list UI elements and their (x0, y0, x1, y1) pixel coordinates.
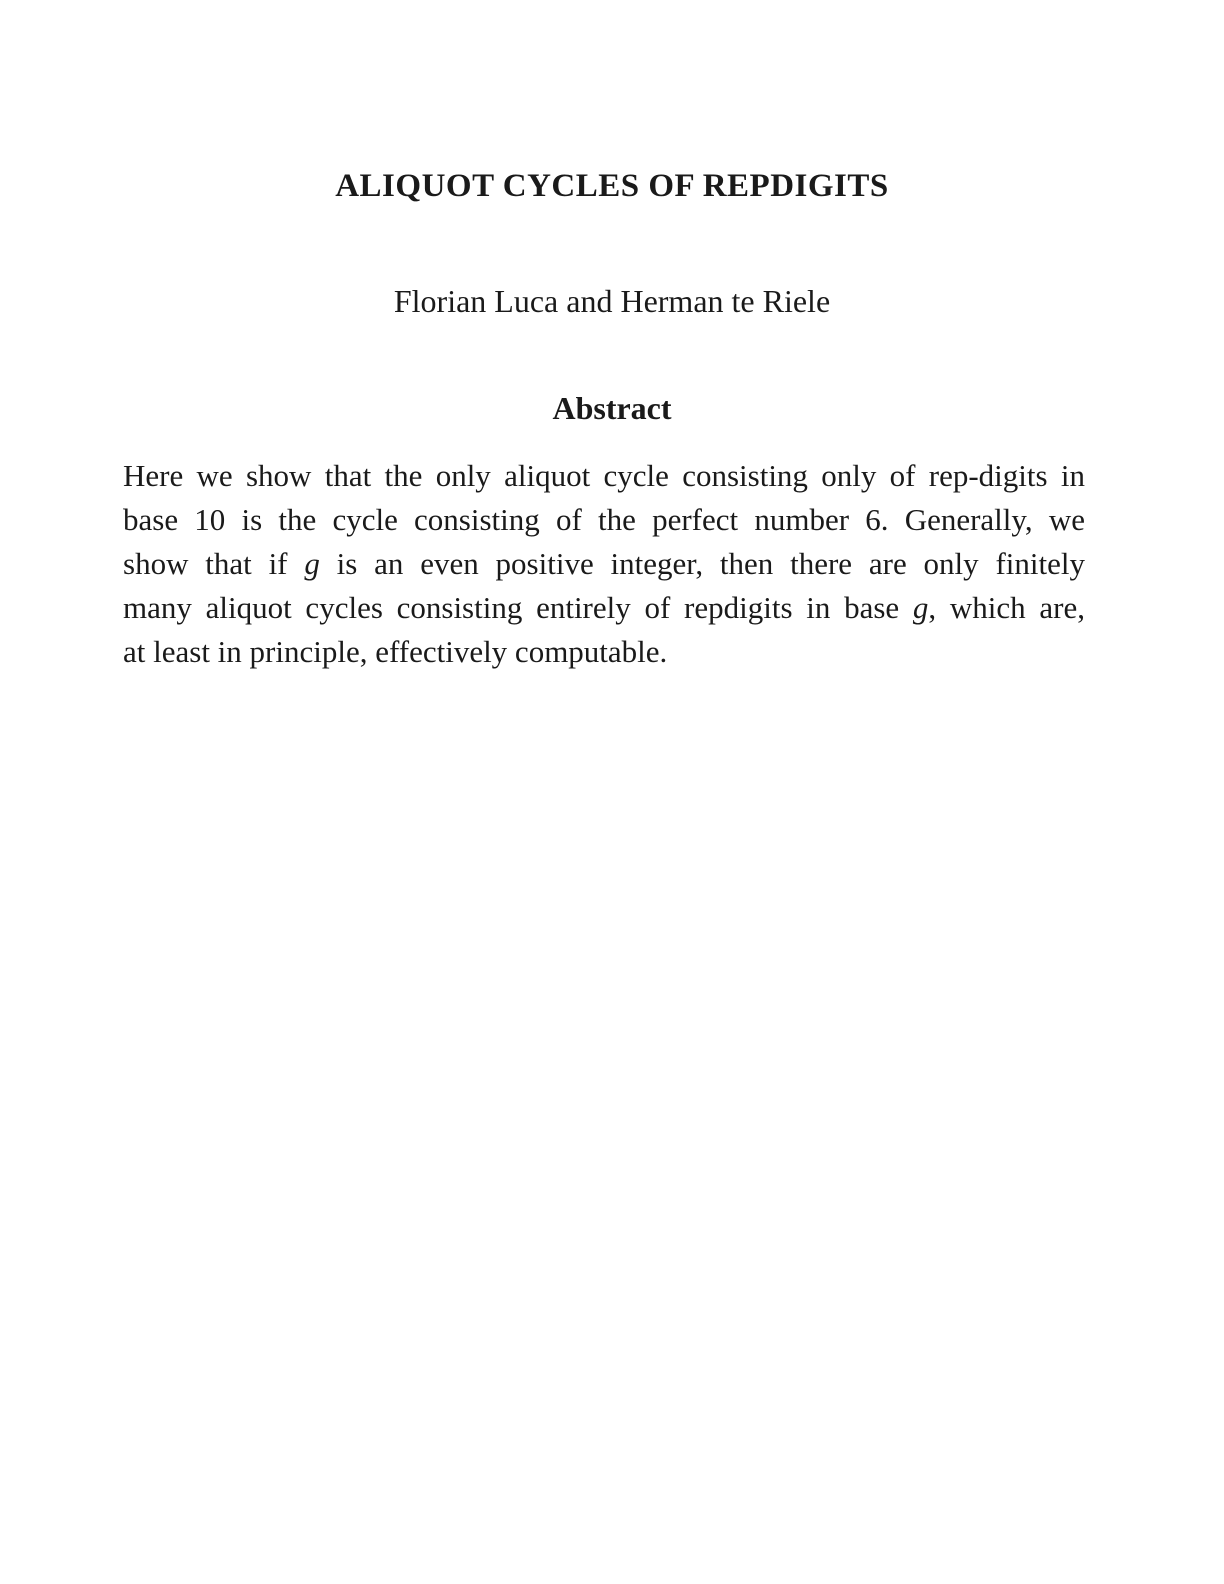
abstract-line: at least in principle, effectively computable. (123, 634, 668, 669)
paper-authors: Florian Luca and Herman te Riele (393, 283, 831, 319)
math-variable-g: g (304, 546, 320, 581)
paper-title: ALIQUOT CYCLES OF REPDIGITS (335, 168, 889, 204)
abstract-line: base 10 is the cycle consisting of the perfect number 6. Generally, we (123, 502, 1085, 537)
abstract-heading: Abstract (552, 390, 672, 426)
abstract-line: many aliquot cycles consisting entirely of repdigits in base g, which are, (123, 590, 1085, 625)
abstract-body (123, 454, 1085, 674)
abstract-line: show that if g is an even positive integer, then there are only finitely (123, 546, 1085, 581)
abstract-line: Here we show that the only aliquot cycle consisting only of rep-digits in (123, 458, 1085, 493)
math-variable-g: g (912, 590, 929, 625)
